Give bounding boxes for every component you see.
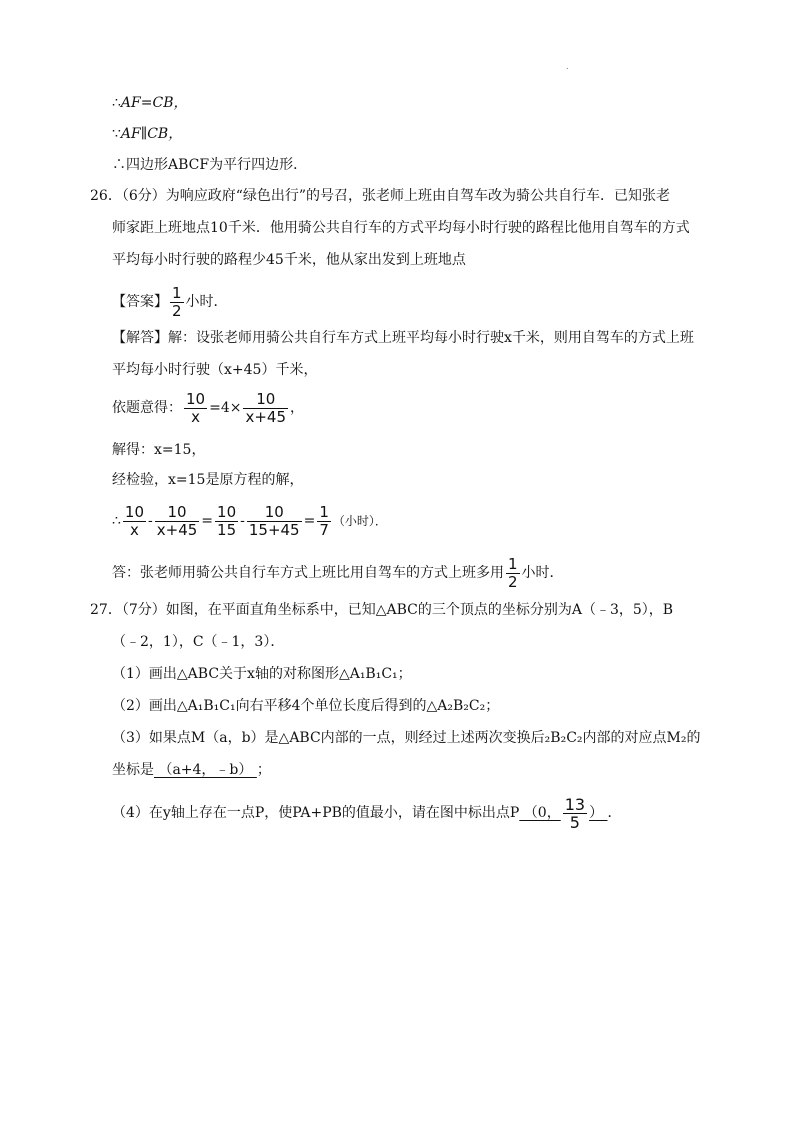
- therefore-symbol: ∴: [112, 95, 121, 111]
- operator: -: [240, 513, 245, 529]
- proof-statement: AF=CB，: [120, 95, 188, 111]
- fraction: [563, 796, 587, 831]
- q26-stem-line-2: 师家距上班地点10千米．他用骑公共自行车的方式平均每小时行驶的路程比他用自驾车的方式: [112, 220, 690, 236]
- numerator: 1: [508, 554, 518, 573]
- q26-equation: [112, 387, 304, 429]
- punctuation: ；: [256, 762, 271, 778]
- because-symbol: ∵: [112, 126, 121, 142]
- denominator: x: [130, 520, 139, 539]
- fraction: [123, 504, 146, 539]
- numerator: 10: [243, 391, 288, 409]
- numerator: 10: [186, 389, 206, 408]
- denominator: 2: [508, 572, 518, 591]
- numerator: 13: [564, 794, 586, 814]
- answer-text: （0，: [519, 805, 561, 821]
- page-mark: .: [566, 62, 569, 71]
- numerator: 10: [217, 502, 237, 521]
- answer-blank: [519, 794, 608, 832]
- proof-line-1: [112, 93, 187, 113]
- question-text: （4）在y轴上存在一点P，使PA+PB的值最小，请在图中标出点P: [112, 805, 520, 821]
- proof-statement: AF∥CB，: [120, 126, 183, 142]
- operator: =: [303, 513, 316, 529]
- numerator: 1: [172, 283, 182, 302]
- equation-label: 依题意得：: [112, 400, 182, 416]
- operator: -: [148, 513, 153, 529]
- numerator: 1: [319, 502, 329, 521]
- denominator: 7: [319, 520, 329, 539]
- q26-stem-line-1: 26．（6分）为响应政府“绿色出行”的号召，张老师上班由自驾车改为骑公共自行车．已知张老: [90, 188, 671, 204]
- fraction: [243, 391, 288, 426]
- q27-part-2: （2）画出△A₁B₁C₁向右平移4个单位长度后得到的△A₂B₂C₂；: [112, 698, 500, 714]
- q26-solution-line-1: 【解答】解：设张老师用骑公共自行车方式上班平均每小时行驶x千米，则用自驾车的方式上班: [112, 330, 694, 346]
- fraction: [215, 504, 238, 539]
- denominator: 15+45: [248, 520, 300, 539]
- fraction: [247, 504, 302, 539]
- final-unit: 小时．: [521, 565, 564, 581]
- q27-part-4: [112, 792, 622, 834]
- punctuation: ，: [290, 400, 305, 416]
- fraction: [155, 504, 200, 539]
- denominator: 15: [217, 520, 237, 539]
- answer-label: 【答案】: [112, 294, 168, 310]
- q26-solution-line-2: 平均每小时行驶（x+45）千米，: [112, 362, 318, 378]
- numerator: 10: [247, 504, 302, 522]
- q26-stem-line-3: 平均每小时行驶的路程少45千米，他从家出发到上班地点: [112, 252, 466, 268]
- q27-stem-line-1: 27．（7分）如图，在平面直角坐标系中，已知△ABC的三个顶点的坐标分别为A（﹣3，5），B: [90, 602, 674, 618]
- punctuation: ．: [607, 805, 622, 821]
- final-text: 答：张老师用骑公共自行车方式上班比用自驾车的方式上班多用: [112, 565, 504, 581]
- proof-line-3: ∴四边形ABCF为平行四边形．: [112, 157, 308, 173]
- denominator: x+45: [245, 407, 287, 426]
- q27-stem-line-2: （﹣2，1），C（﹣1，3）．: [112, 634, 285, 650]
- q26-calculation: [112, 500, 387, 542]
- q27-part-1: （1）画出△ABC关于x轴的对称图形△A₁B₁C₁；: [112, 666, 412, 682]
- q26-check-line: 经检验，x=15是原方程的解，: [112, 472, 304, 488]
- fraction: [184, 391, 207, 426]
- answer-blank: （a+4，﹣b）: [154, 762, 257, 778]
- q26-solve-line: 解得：x=15，: [112, 442, 206, 458]
- denominator: x+45: [156, 520, 198, 539]
- operator: =4×: [209, 400, 242, 416]
- answer-text: ）: [589, 805, 608, 821]
- numerator: 10: [124, 502, 145, 521]
- q26-answer: [112, 282, 228, 322]
- unit: （小时）．: [332, 514, 387, 528]
- answer-fraction: [170, 285, 184, 320]
- fraction: [317, 504, 331, 539]
- operator: =: [201, 513, 214, 529]
- answer-label: 坐标是: [112, 762, 154, 778]
- q27-part-3: （3）如果点M（a，b）是△ABC内部的一点，则经过上述两次变换后₂B₂C₂内部的对应点M₂的: [112, 730, 701, 746]
- therefore-symbol: ∴: [112, 513, 121, 529]
- denominator: 5: [569, 812, 580, 832]
- answer-unit: 小时．: [185, 294, 228, 310]
- numerator: 10: [155, 504, 200, 522]
- denominator: 2: [172, 301, 182, 320]
- fraction: [506, 556, 520, 591]
- q27-part-3-answer: [112, 760, 271, 780]
- denominator: x: [191, 407, 200, 426]
- q26-final-answer: [112, 552, 564, 594]
- proof-line-2: [112, 124, 182, 144]
